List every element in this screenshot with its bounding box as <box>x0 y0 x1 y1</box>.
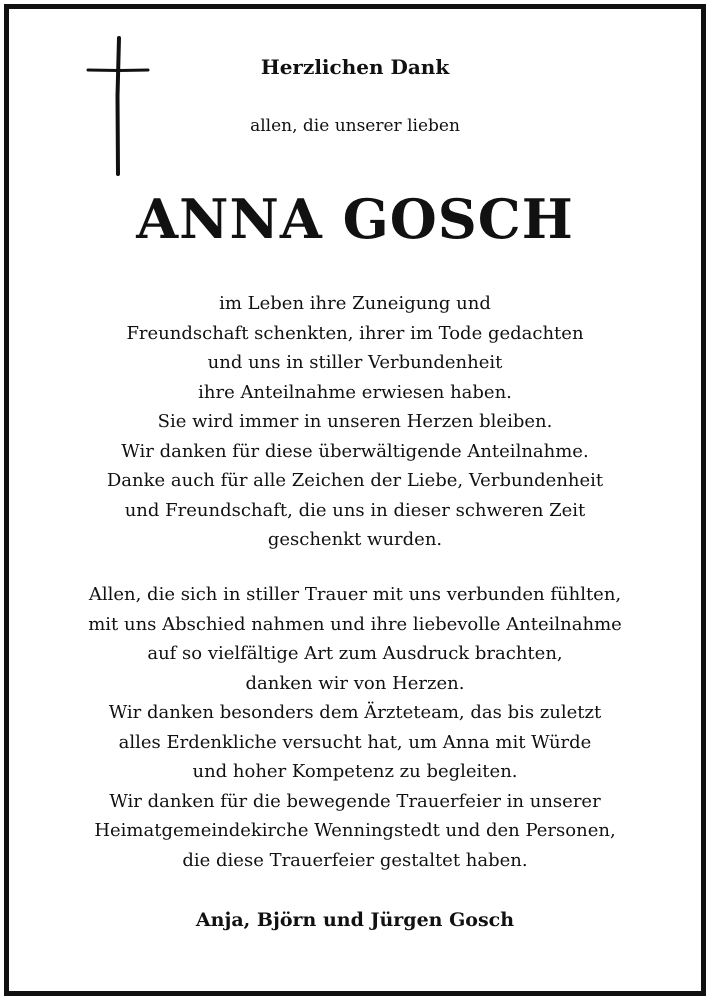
text-line: danken wir von Herzen. <box>245 672 465 694</box>
text-line: Allen, die sich in stiller Trauer mit uns verbunden fühlten, <box>88 584 622 605</box>
text-line: alles Erdenkliche versucht hat, um Anna mit Würde <box>118 731 592 753</box>
text-line: die diese Trauerfeier gestaltet haben. <box>182 849 528 871</box>
text-line: auf so vielfältige Art zum Ausdruck brachten, <box>147 643 563 664</box>
text-line: Wir danken für diese überwältigende Anteilnahme. <box>121 440 589 462</box>
text-line: Wir danken besonders dem Ärzteteam, das bis zuletzt <box>108 702 602 723</box>
text-line: mit uns Abschied nahmen und ihre liebevolle Anteilnahme <box>88 613 622 635</box>
text-line: im Leben ihre Zuneigung und <box>219 293 491 314</box>
intro-line: allen, die unserer lieben <box>250 116 460 136</box>
text-line: Freundschaft schenkten, ihrer im Tode gedachten <box>126 322 584 344</box>
text-line: und hoher Kompetenz zu begleiten. <box>192 761 518 782</box>
text-line: Wir danken für die bewegende Trauerfeier in unserer <box>109 790 601 812</box>
text-line: geschenkt wurden. <box>267 529 443 550</box>
paragraph-gratitude <box>0 580 710 875</box>
paragraph-thanks <box>0 289 710 555</box>
text-line: Sie wird immer in unseren Herzen bleiben. <box>157 411 553 432</box>
text-line: und uns in stiller Verbundenheit <box>207 352 503 373</box>
text-line: Danke auch für alle Zeichen der Liebe, Verbundenheit <box>106 470 604 491</box>
text-line: und Freundschaft, die uns in dieser schweren Zeit <box>124 499 586 521</box>
signature: Anja, Björn und Jürgen Gosch <box>195 909 515 931</box>
notice-heading: Herzlichen Dank <box>260 55 450 79</box>
text-line: ihre Anteilnahme erwiesen haben. <box>198 381 512 403</box>
deceased-name: ANNA GOSCH <box>136 187 574 251</box>
text-line: Heimatgemeindekirche Wenningstedt und den Personen, <box>94 820 616 841</box>
